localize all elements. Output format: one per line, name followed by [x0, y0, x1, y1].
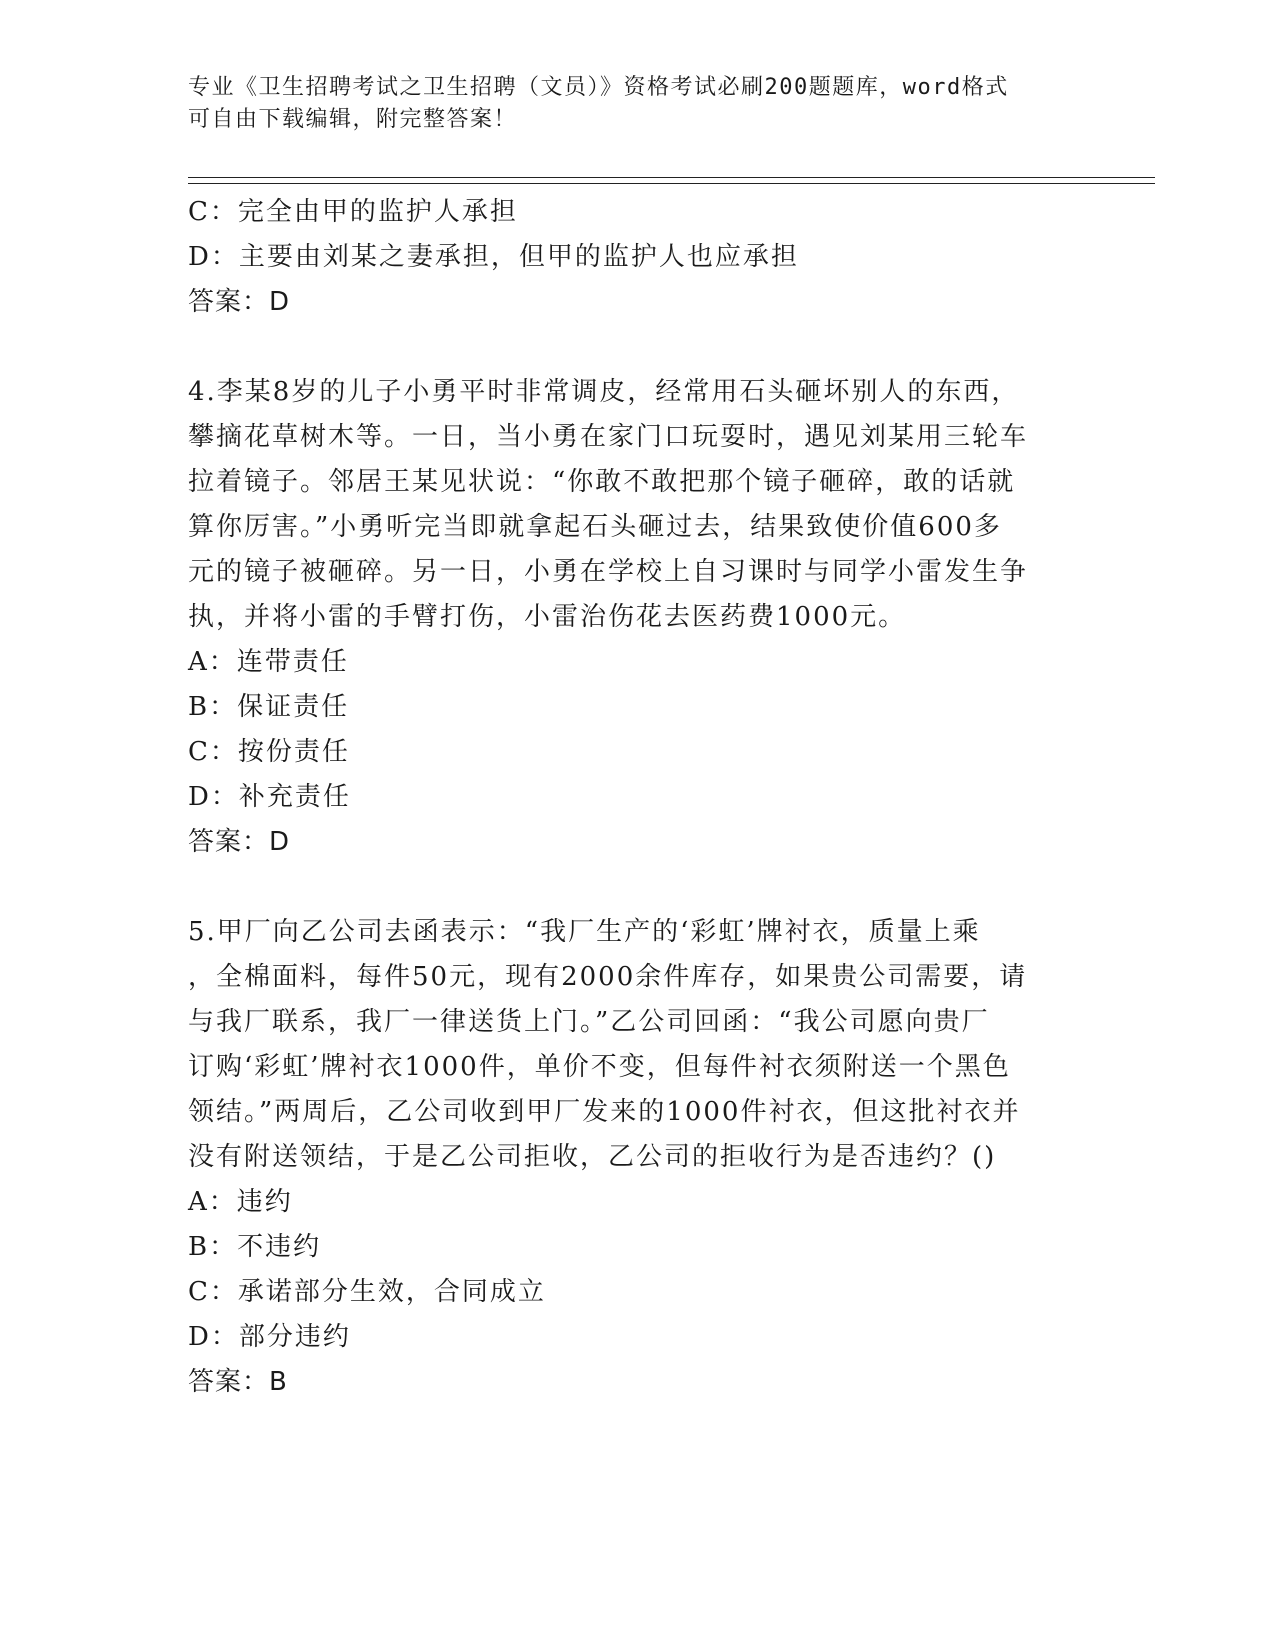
question-text-line: 4.李某8岁的儿子小勇平时非常调皮，经常用石头砸坏别人的东西，	[188, 377, 1020, 407]
question-text-line: 5.甲厂向乙公司去函表示：“我厂生产的‘彩虹’牌衬衣，质量上乘	[188, 917, 981, 947]
document-header	[188, 72, 1088, 136]
question-text-line: 元的镜子被砸碎。另一日，小勇在学校上自习课时与同学小雷发生争	[188, 557, 1029, 587]
option-d: D：主要由刘某之妻承担，但甲的监护人也应承担	[188, 242, 799, 272]
question-text-line: 订购‘彩虹’牌衬衣1000件，单价不变，但每件衬衣须附送一个黑色	[188, 1052, 1011, 1082]
option-d: D：补充责任	[188, 782, 351, 812]
header-divider-top	[188, 177, 1155, 178]
option-a: A：违约	[188, 1187, 293, 1217]
option-c: C：按份责任	[188, 737, 350, 767]
previous-question-tail	[188, 190, 1093, 325]
document-body	[188, 190, 1093, 1405]
answer-line: 答案：B	[188, 1367, 288, 1397]
answer-line: 答案：D	[188, 827, 291, 857]
header-line-1: 专业《卫生招聘考试之卫生招聘（文员）》资格考试必刷200题题库，word格式	[188, 75, 1009, 100]
answer-line: 答案：D	[188, 287, 291, 317]
option-b: B：保证责任	[188, 692, 350, 722]
spacer	[188, 325, 1093, 370]
question-text-line: 没有附送领结，于是乙公司拒收，乙公司的拒收行为是否违约？()	[188, 1142, 997, 1172]
question-text-line: 算你厉害。”小勇听完当即就拿起石头砸过去，结果致使价值600多	[188, 512, 1002, 542]
question-text-line: 拉着镜子。邻居王某见状说：“你敢不敢把那个镜子砸碎，敢的话就	[188, 467, 1016, 497]
question-text-line: 与我厂联系，我厂一律送货上门。”乙公司回函：“我公司愿向贵厂	[188, 1007, 990, 1037]
header-divider-bottom	[188, 183, 1155, 184]
option-c: C：完全由甲的监护人承担	[188, 197, 518, 227]
option-c: C：承诺部分生效，合同成立	[188, 1277, 546, 1307]
option-b: B：不违约	[188, 1232, 322, 1262]
question-text-line: ，全棉面料，每件50元，现有2000余件库存，如果贵公司需要，请	[188, 962, 1028, 992]
option-a: A：连带责任	[188, 647, 349, 677]
question-text-line: 攀摘花草树木等。一日，当小勇在家门口玩耍时，遇见刘某用三轮车	[188, 422, 1029, 452]
header-line-2: 可自由下载编辑，附完整答案！	[188, 107, 518, 132]
question-text-line: 执，并将小雷的手臂打伤，小雷治伤花去医药费1000元。	[188, 602, 907, 632]
option-d: D：部分违约	[188, 1322, 351, 1352]
question-4	[188, 370, 1093, 865]
spacer	[188, 865, 1093, 910]
question-5	[188, 910, 1093, 1405]
question-text-line: 领结。”两周后，乙公司收到甲厂发来的1000件衬衣，但这批衬衣并	[188, 1097, 1021, 1127]
